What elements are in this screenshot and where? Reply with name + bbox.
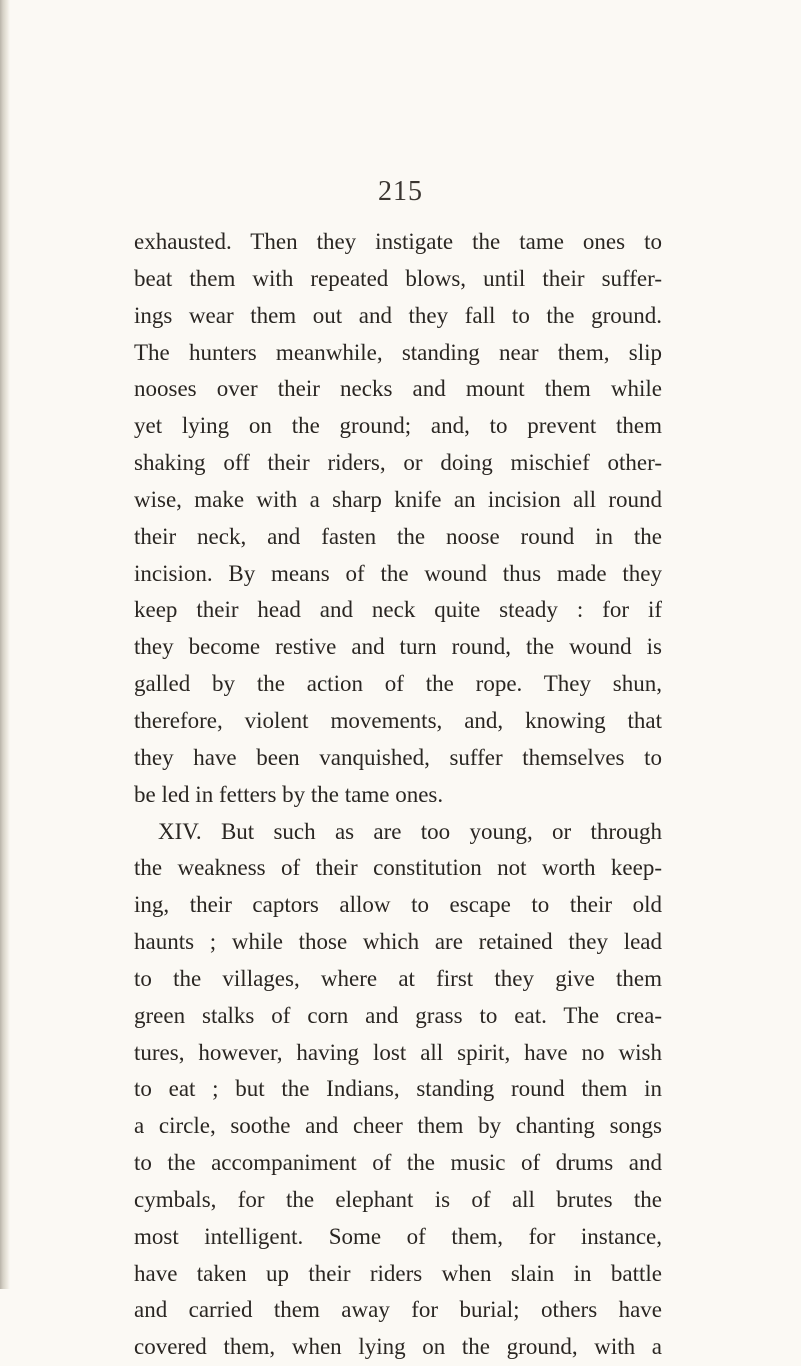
body-text: [134, 224, 662, 1366]
text-line: therefore, violent movements, and, knowing that: [134, 707, 662, 733]
text-line: they have been vanquished, suffer themselves to: [134, 744, 662, 770]
text-line: they become restive and turn round, the wound is: [134, 634, 662, 660]
text-line: nooses over their necks and mount them while: [134, 376, 662, 402]
text-line: ings wear them out and they fall to the ground.: [134, 302, 662, 328]
text-line: covered them, when lying on the ground, with a: [134, 1334, 662, 1360]
text-line: ing, their captors allow to escape to their old: [134, 892, 662, 918]
section-start-line: XIV. But such as are too young, or through: [158, 818, 662, 844]
text-line: keep their head and neck quite steady : for if: [134, 597, 662, 623]
text-line: haunts ; while those which are retained they lead: [134, 929, 662, 955]
text-line: the weakness of their constitution not worth keep-: [134, 855, 662, 881]
text-line: cymbals, for the elephant is of all brutes the: [134, 1186, 662, 1212]
text-line: most intelligent. Some of them, for instance,: [134, 1223, 662, 1249]
text-line: tures, however, having lost all spirit, have no wish: [134, 1039, 662, 1065]
text-line: to the accompaniment of the music of drums and: [134, 1150, 662, 1176]
text-line: The hunters meanwhile, standing near them, slip: [134, 339, 662, 365]
text-line: galled by the action of the rope. They shun,: [134, 671, 662, 697]
text-line: wise, make with a sharp knife an incision all round: [134, 486, 662, 512]
text-line: to eat ; but the Indians, standing round them in: [134, 1076, 662, 1102]
text-line: green stalks of corn and grass to eat. The crea-: [134, 1002, 662, 1028]
text-line: have taken up their riders when slain in battle: [134, 1260, 662, 1286]
text-line: yet lying on the ground; and, to prevent them: [134, 413, 662, 439]
text-line: be led in fetters by the tame ones.: [134, 781, 444, 807]
text-line: a circle, soothe and cheer them by chanting songs: [134, 1113, 662, 1139]
text-line: shaking off their riders, or doing mischief other-: [134, 450, 662, 476]
text-line: exhausted. Then they instigate the tame ones to: [134, 229, 662, 254]
text-line: and carried them away for burial; others have: [134, 1297, 662, 1323]
text-line: incision. By means of the wound thus made they: [134, 560, 662, 586]
text-line: to the villages, where at first they give them: [134, 965, 662, 991]
text-line: their neck, and fasten the noose round in the: [134, 523, 662, 549]
text-line: beat them with repeated blows, until their suffer-: [134, 265, 662, 291]
page-number: 215: [378, 176, 423, 207]
